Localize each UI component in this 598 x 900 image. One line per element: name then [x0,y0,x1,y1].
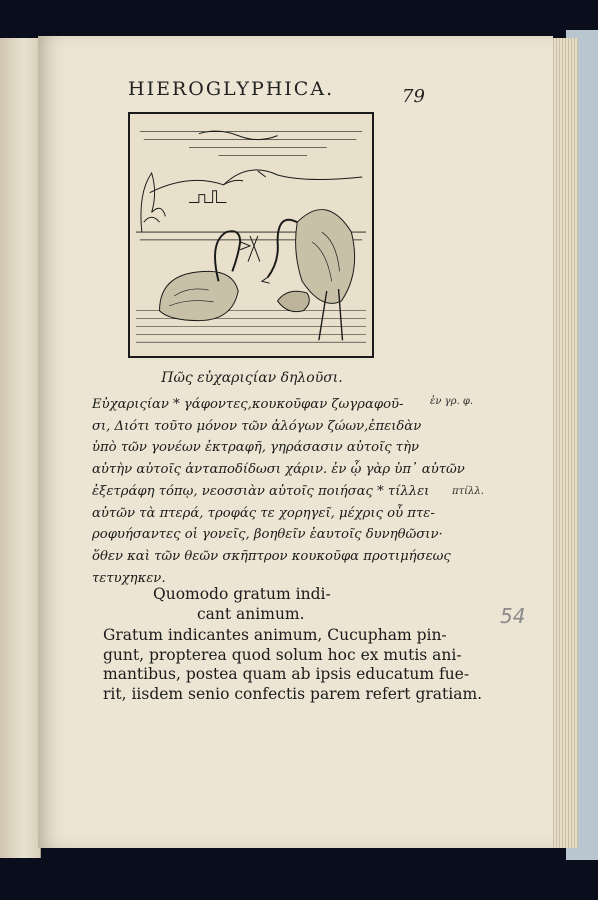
latin-line: Gratum indicantes animum, Cucupham pin- [103,626,447,644]
latin-title-line: Quomodo gratum indi- [153,585,331,603]
latin-line: rit, iisdem senio confectis parem refert gratiam. [103,684,483,703]
greek-line: τετυχηκεν. [92,570,166,586]
latin-line: gunt, propterea quod solum hoc ex mutis ani- [103,645,462,664]
margin-note-variant: ἐν γρ. φ. [430,396,474,407]
greek-line: αὐτὴν αὐτοῖς ἀνταποδίδωσι χάριν. ἐν ᾧ γὰρ ὑπ᾽ αὐτῶν [92,462,465,478]
handwritten-folio-mark: 54 [500,604,526,628]
latin-line: mantibus, postea quam ab ipsis educatum fue- [103,665,470,683]
latin-chapter-title [153,584,373,624]
greek-line: ἐξετράφη τόπῳ, νεοσσιὰν αὐτοῖς ποιήσας * τίλλει [92,483,430,499]
margin-note-variant: πτίλλ. [452,486,484,497]
greek-line: Εὐχαριςίαν * γάφοντες,κουκοῦφαν ζωγραφοῦ- [92,397,404,412]
greek-line: σι, Διότι τοῦτο μόνον τῶν ἀλόγων ζώων,ἐπειδὰν [92,418,422,434]
latin-text-block [103,626,483,704]
left-page-edge [0,38,41,858]
running-title: HIEROGLYPHICA. [128,78,335,100]
woodcut-image [130,114,372,356]
latin-title-line: cant animum. [197,605,305,623]
greek-line: ὅθεν καὶ τῶν θεῶν σκῆπτρον κουκοῦφα προτιμήσεως [92,548,451,564]
greek-line: ὑπὸ τῶν γονέων ἐκτραφῆ, γηράσασιν αὐτοῖς τὴν [92,440,419,456]
greek-line: ροφυήσαντες οἱ γονεῖς, βοηθεῖν ἑαυτοῖς δυνηθῶσιν· [92,527,443,543]
greek-line: αὐτῶν τὰ πτερά, τροφάς τε χορηγεῖ, μέχρις οὗ πτε- [92,505,435,521]
woodcut-illustration [128,112,374,358]
woodcut-caption: Πῶς εὐχαριςίαν δηλοῦσι. [161,370,343,386]
page-number: 79 [402,86,425,107]
